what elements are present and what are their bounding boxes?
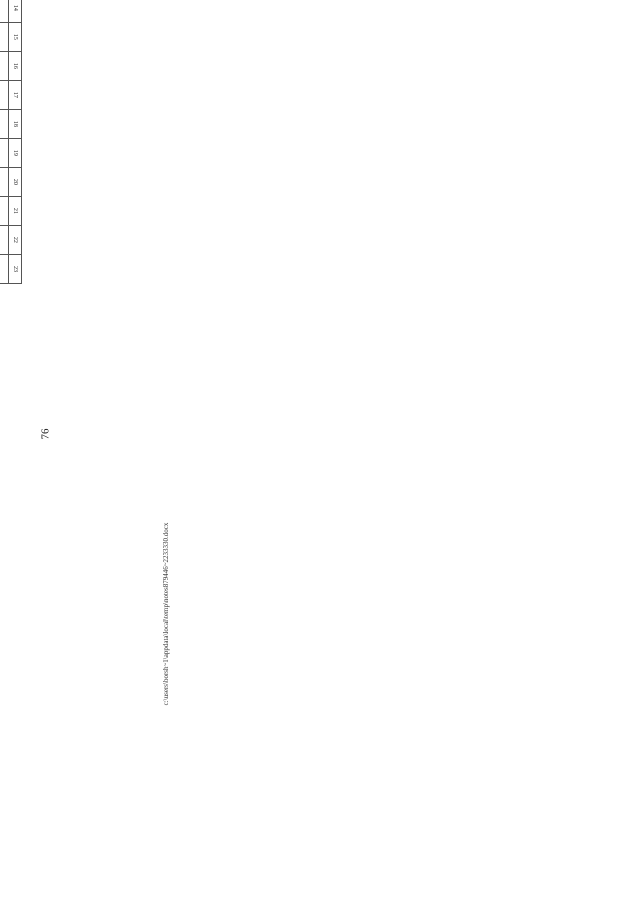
document-path-footer: c:\users\borsh~1\appdata\local\temp\notes879446~2233330.docx: [162, 522, 170, 706]
column-header: 20: [9, 167, 22, 196]
column-header: 19: [9, 138, 22, 167]
column-header: 23: [9, 254, 22, 283]
table-row: [0, 0, 9, 284]
value-cell: [0, 51, 9, 80]
column-header: 14: [9, 0, 22, 22]
value-cell: [0, 22, 9, 51]
value-cell: [0, 254, 9, 283]
value-cell: [0, 80, 9, 109]
table-header-row: [9, 0, 22, 284]
value-cell: [0, 225, 9, 254]
column-header: 16: [9, 51, 22, 80]
value-cell: [0, 109, 9, 138]
value-cell: [0, 167, 9, 196]
value-cell: [0, 196, 9, 225]
rotated-data-table: [0, 0, 22, 284]
column-header: 18: [9, 109, 22, 138]
table-body: [0, 0, 9, 284]
data-table: [0, 0, 22, 284]
value-cell: [0, 0, 9, 22]
column-header: 22: [9, 225, 22, 254]
column-header: 17: [9, 80, 22, 109]
column-header: 21: [9, 196, 22, 225]
page-number: 76: [39, 428, 52, 440]
column-header: 15: [9, 22, 22, 51]
value-cell: [0, 138, 9, 167]
